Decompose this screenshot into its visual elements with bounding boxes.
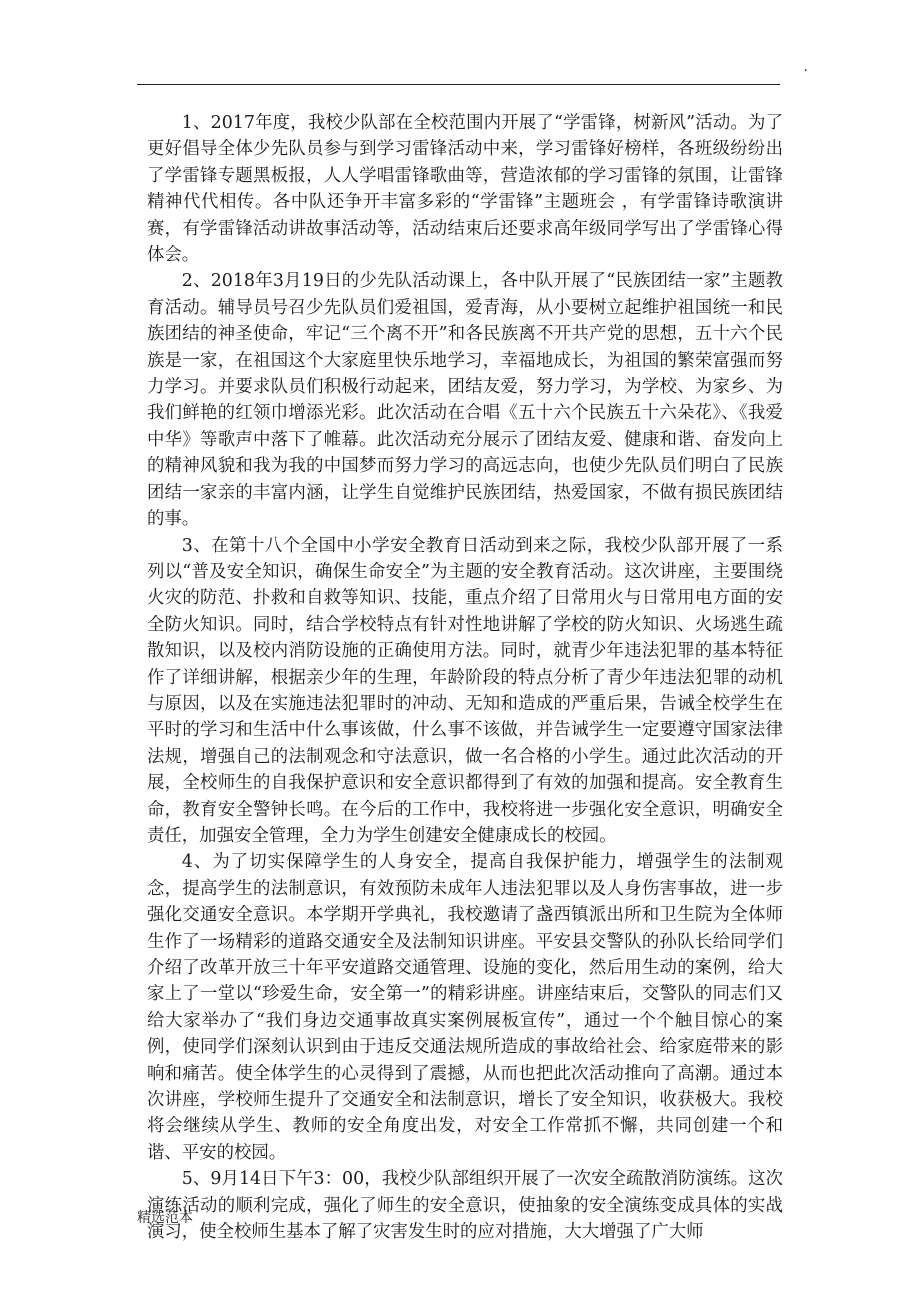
- paragraph-5: 5、9月14日下午3：00，我校少队部组织开展了一次安全疏散消防演练。这次演练活动的顺利完成，强化了师生的安全意识，使抽象的安全演练变成具体的实战演习，使全校师生基本了解了灾害发生时的应对措施，大大增强了广大师: [147, 1169, 783, 1243]
- paragraph-1: 1、2017年度，我校少队部在全校范围内开展了“学雷锋，树新风”活动。为了更好倡导全体少先队员参与到学习雷锋活动中来，学习雷锋好榜样，各班级纷纷出了学雷锋专题黑板报，人人学唱雷锋歌曲等，营造浓郁的学习雷锋的氛围，让雷锋精神代代相传。各中队还争开丰富多彩的“学雷锋”主题班会 ，有学雷锋诗歌演讲赛，有学雷锋活动讲故事活动等，活动结束后还要求高年级同学写出了学雷锋心得体会。: [147, 113, 783, 266]
- paragraph-3: 3、在第十八个全国中小学安全教育日活动到来之际，我校少队部开展了一系列以“普及安全知识，确保生命安全”为主题的安全教育活动。这次讲座，主要围绕火灾的防范、扑救和自救等知识、技能，重点介绍了日常用火与日常用电方面的安全防火知识。同时，结合学校特点有针对性地讲解了学校的防火知识、火场逃生疏散知识，以及校内消防设施的正确使用方法。同时，就青少年违法犯罪的基本特征作了详细讲解，根据亲少年的生理，年龄阶段的特点分析了青少年违法犯罪的动机与原因，以及在实施违法犯罪时的冲动、无知和造成的严重后果，告诫全校学生在平时的学习和生活中什么事该做，什么事不该做，并告诫学生一定要遵守国家法律法规，增强自己的法制观念和守法意识，做一名合格的小学生。通过此次活动的开展，全校师生的自我保护意识和安全意识都得到了有效的加强和提高。安全教育生命，教育安全警钟长鸣。在今后的工作中，我校将进一步强化安全意识，明确安全责任，加强安全管理，全力为学生创建安全健康成长的校园。: [147, 535, 783, 846]
- paragraph-4: 4、为了切实保障学生的人身安全，提高自我保护能力，增强学生的法制观念，提高学生的法制意识，有效预防未成年人违法犯罪以及人身伤害事故，进一步强化交通安全意识。本学期开学典礼，我校邀请了盏西镇派出所和卫生院为全体师生作了一场精彩的道路交通安全及法制知识讲座。平安县交警队的孙队长给同学们介绍了改革开放三十年平安道路交通管理、设施的变化，然后用生动的案例，给大家上了一堂以“珍爱生命，安全第一”的精彩讲座。讲座结束后，交警队的同志们又给大家举办了“我们身边交通事故真实案例展板宣传”，通过一个个触目惊心的案例，使同学们深刻认识到由于违反交通法规所造成的事故给社会、给家庭带来的影响和痛苦。使全体学生的心灵得到了震撼，从而也把此次活动推向了高潮。通过本次讲座，学校师生提升了交通安全和法制意识，增长了安全知识，收获极大。我校将会继续从学生、教师的安全角度出发，对安全工作常抓不懈，共同创建一个和谐、平安的校园。: [147, 852, 783, 1163]
- paragraph-2: 2、2018年3月19日的少先队活动课上，各中队开展了“民族团结一家”主题教育活动。辅导员号召少先队员们爱祖国，爱青海，从小要树立起维护祖国统一和民族团结的神圣使命，牢记“三个离不开”和各民族离不开共产党的思想，五十六个民族是一家，在祖国这个大家庭里快乐地学习，幸福地成长，为祖国的繁荣富强而努力学习。并要求队员们积极行动起来，团结友爱，努力学习，为学校、为家乡、为我们鲜艳的红领巾增添光彩。此次活动在合唱《五十六个民族五十六朵花》、《我爱中华》等歌声中落下了帷幕。此次活动充分展示了团结友爱、健康和谐、奋发向上的精神风貌和我为我的中国梦而努力学习的高远志向，也使少先队员们明白了民族团结一家亲的丰富内涵，让学生自觉维护民族团结，热爱国家，不做有损民族团结的事。: [147, 271, 783, 530]
- document-body: [147, 110, 783, 1245]
- footer-label: 精选范本: [137, 1210, 193, 1226]
- header-mark: .: [803, 59, 808, 75]
- header-divider: [137, 84, 780, 85]
